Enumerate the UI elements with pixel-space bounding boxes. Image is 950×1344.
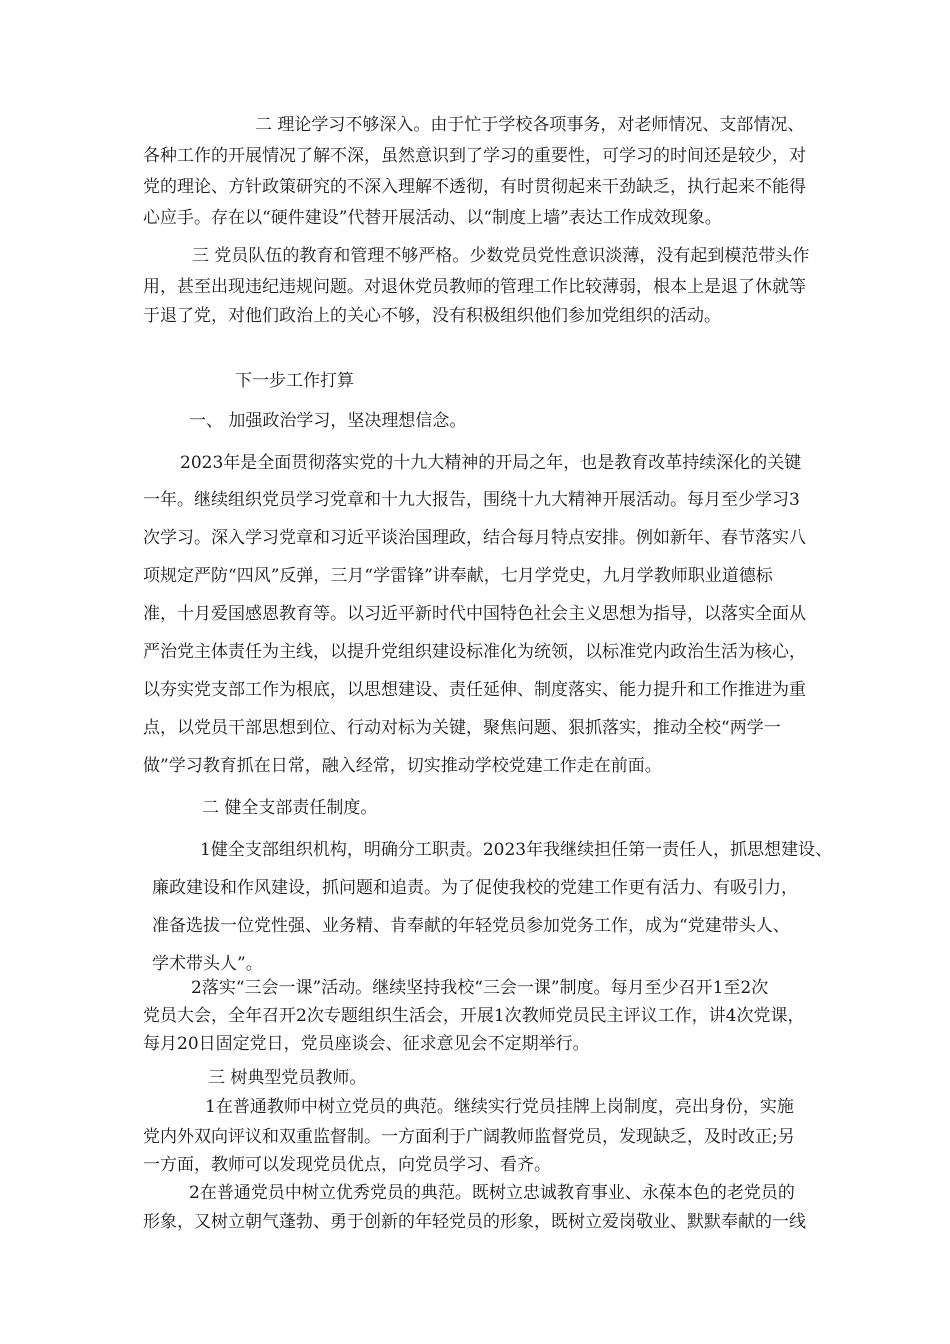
- paragraph-line: 三 党员队伍的教育和管理不够严格。少数党员党性意识淡薄，没有起到模范带头作: [192, 246, 810, 266]
- paragraph-line: 心应手。存在以“硬件建设”代替开展活动、以“制度上墙”表达工作成效现象。: [143, 208, 722, 228]
- paragraph-line: 二 理论学习不够深入。由于忙于学校各项事务，对老师情况、支部情况、: [255, 115, 805, 135]
- paragraph-line: 用，甚至出现违纪违规问题。对退休党员教师的管理工作比较薄弱，根本上是退了休就等: [143, 277, 806, 297]
- paragraph-line: 廉政建设和作风建设，抓问题和追责。为了促使我校的党建工作更有活力、有吸引力，: [152, 878, 798, 898]
- paragraph-line: 学术带头人”。: [152, 954, 263, 974]
- item-3-heading: 三 树典型党员教师。: [208, 1068, 367, 1088]
- paragraph-line: 1在普通教师中树立党员的典范。继续实行党员挂牌上岗制度，亮出身份，实施: [205, 1097, 794, 1117]
- paragraph-line: 每月20日固定党日，党员座谈会、征求意见会不定期举行。: [143, 1034, 590, 1054]
- paragraph-line: 一年。继续组织党员学习党章和十九大报告，围绕十九大精神开展活动。每月至少学习3: [143, 490, 800, 510]
- paragraph-line: 2023年是全面贯彻落实党的十九大精神的开局之年，也是教育改革持续深化的关键: [180, 453, 802, 473]
- paragraph-line: 党内外双向评议和双重监督制。一方面利于广阔教师监督党员，发现缺乏，及时改正;另: [143, 1127, 795, 1147]
- paragraph-line: 准备选拔一位党性强、业务精、肯奉献的年轻党员参加党务工作，成为“党建带头人、: [152, 916, 790, 936]
- paragraph-line: 1健全支部组织机构，明确分工职责。2023年我继续担任第一责任人，抓思想建设、: [200, 840, 833, 860]
- paragraph-line: 次学习。深入学习党章和习近平谈治国理政，结合每月特点安排。例如新年、春节落实八: [143, 528, 806, 548]
- item-2-heading: 二 健全支部责任制度。: [202, 798, 378, 818]
- paragraph-line: 一方面，教师可以发现党员优点，向党员学习、看齐。: [143, 1155, 551, 1175]
- paragraph-line: 2在普通党员中树立优秀党员的典范。既树立忠诚教育事业、永葆本色的老党员的: [189, 1183, 795, 1203]
- paragraph-line: 党的理论、方针政策研究的不深入理解不透彻，有时贯彻起来干劲缺乏，执行起来不能得: [143, 177, 806, 197]
- paragraph-line: 于退了党，对他们政治上的关心不够，没有积极组织他们参加党组织的活动。: [143, 306, 721, 326]
- item-1-heading: 一、 加强政治学习，坚决理想信念。: [189, 411, 467, 431]
- paragraph-line: 准，十月爱国感恩教育等。以习近平新时代中国特色社会主义思想为指导，以落实全面从: [143, 604, 806, 624]
- next-steps-heading: 下一步工作打算: [235, 371, 354, 391]
- paragraph-line: 项规定严防“四风”反弹，三月“学雷锋”讲奉献，七月学党史，九月学教师职业道德标: [143, 566, 773, 586]
- paragraph-line: 做”学习教育抓在日常，融入经常，切实推动学校党建工作走在前面。: [143, 756, 662, 776]
- paragraph-line: 严治党主体责任为主线，以提升党组织建设标准化为统领，以标准党内政治生活为核心，: [143, 642, 806, 662]
- paragraph-line: 形象，又树立朝气蓬勃、勇于创新的年轻党员的形象，既树立爱岗敬业、默默奉献的一线: [143, 1212, 806, 1232]
- paragraph-line: 以夯实党支部工作为根底，以思想建设、责任延伸、制度落实、能力提升和工作推进为重: [143, 680, 806, 700]
- paragraph-line: 各种工作的开展情况了解不深，虽然意识到了学习的重要性，可学习的时间还是较少，对: [143, 146, 806, 166]
- paragraph-line: 点，以党员干部思想到位、行动对标为关键，聚焦问题、狠抓落实，推动全校“两学一: [143, 718, 781, 738]
- paragraph-line: 2落实“三会一课”活动。继续坚持我校“三会一课”制度。每月至少召开1至2次: [191, 978, 769, 998]
- paragraph-line: 党员大会，全年召开2次专题组织生活会，开展1次教师党员民主评议工作，讲4次党课，: [143, 1006, 805, 1026]
